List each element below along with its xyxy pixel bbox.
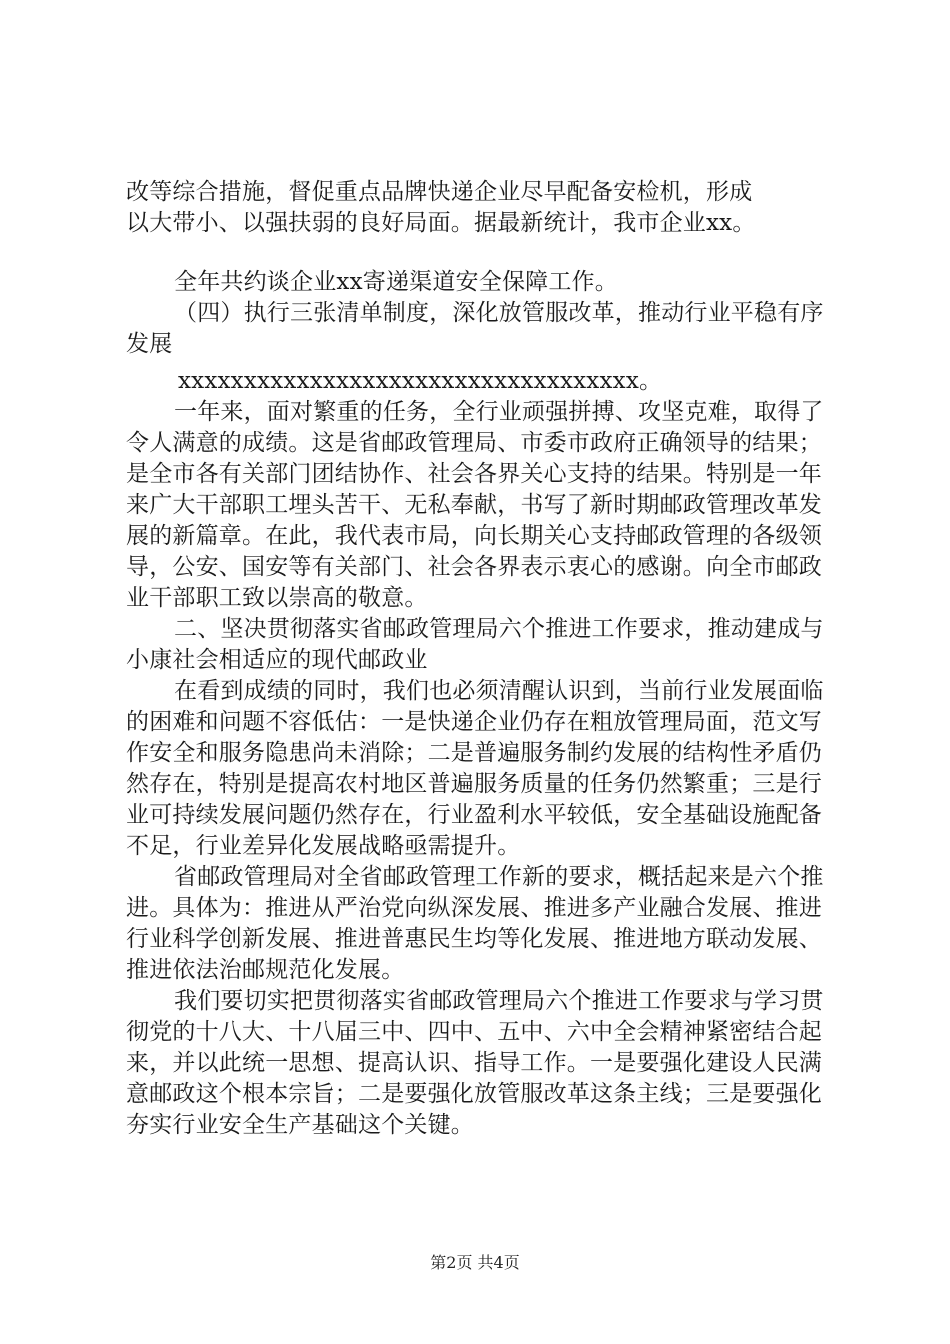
paragraph-challenges: 在看到成绩的同时，我们也必须清醒认识到，当前行业发展面临的困难和问题不容低估：一是快递企业仍存在粗放管理局面，范文写作安全和服务隐患尚未消除；二是普遍服务制约发展的结构性矛盾仍然存在，特别是提高农村地区普遍服务质量的任务仍然繁重；三是行业可持续发展问题仍然存在，行业盈利水平较低，安全基础设施配备不足，行业差异化发展战略亟需提升。 [126, 678, 824, 859]
paragraph-implementation: 我们要切实把贯彻落实省邮政管理局六个推进工作要求与学习贯彻党的十八大、十八届三中、四中、五中、六中全会精神紧密结合起来，并以此统一思想、提高认识、指导工作。一是要强化建设人民满意邮政这个根本宗旨；二是要强化放管服改革这条主线；三是要强化夯实行业安全生产基础这个关键。 [126, 988, 824, 1138]
continued-line-2: 以大带小、以强扶弱的良好局面。据最新统计，我市企业xx。 [126, 210, 756, 236]
paragraph-six-promotions: 省邮政管理局对全省邮政管理工作新的要求，概括起来是六个推进。具体为：推进从严治党向纵深发展、推进多产业融合发展、推进行业科学创新发展、推进普惠民生均等化发展、推进地方联动发展、推进依法治邮规范化发展。 [126, 864, 824, 983]
continued-line-1: 改等综合措施，督促重点品牌快递企业尽早配备安检机，形成 [126, 179, 753, 205]
page-number-footer: 第2页 共4页 [430, 1253, 520, 1272]
paragraph-interview-count: 全年共约谈企业xx寄递渠道安全保障工作。 [174, 269, 618, 295]
placeholder-line: xxxxxxxxxxxxxxxxxxxxxxxxxxxxxxxxxxx。 [178, 368, 663, 394]
section-heading-four: （四）执行三张清单制度，深化放管服改革，推动行业平稳有序发展 [126, 300, 824, 357]
section-heading-two: 二、坚决贯彻落实省邮政管理局六个推进工作要求，推动建成与小康社会相适应的现代邮政业 [126, 616, 824, 673]
document-body [126, 177, 836, 1141]
paragraph-achievements: 一年来，面对繁重的任务，全行业顽强拼搏、攻坚克难，取得了令人满意的成绩。这是省邮政管理局、市委市政府正确领导的结果；是全市各有关部门团结协作、社会各界关心支持的结果。特别是一年来广大干部职工埋头苦干、无私奉献，书写了新时期邮政管理改革发展的新篇章。在此，我代表市局，向长期关心支持邮政管理的各级领导，公安、国安等有关部门、社会各界表示衷心的感谢。向全市邮政业干部职工致以崇高的敬意。 [126, 399, 824, 611]
